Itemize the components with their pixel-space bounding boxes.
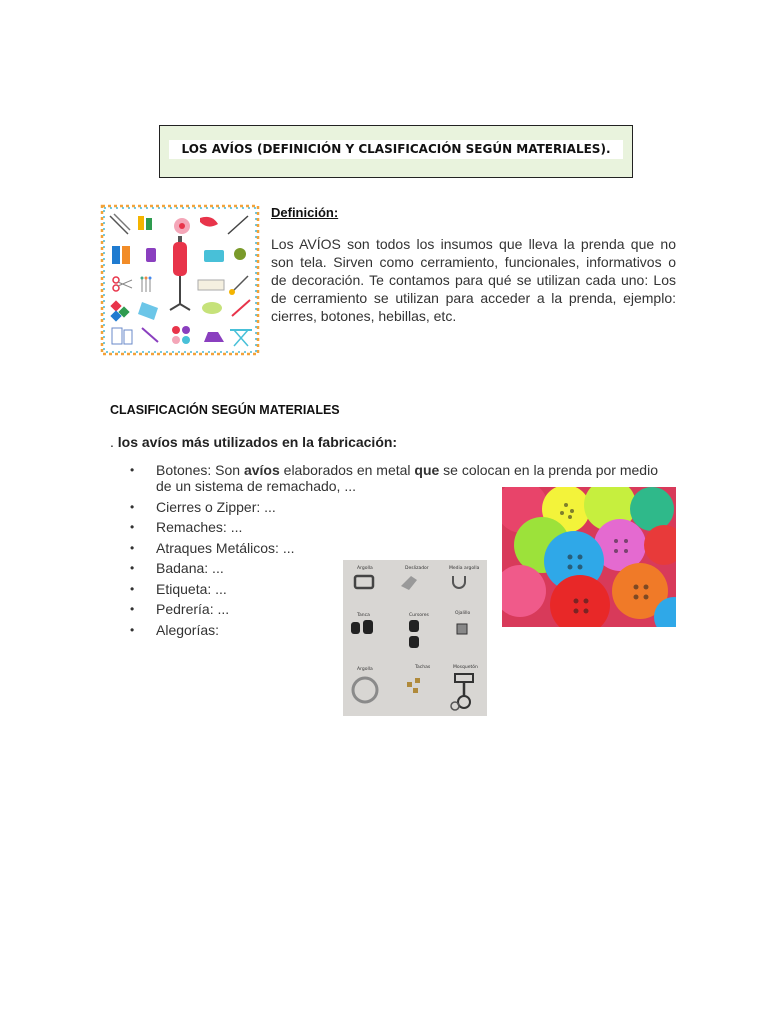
svg-text:Deslizador: Deslizador (405, 566, 429, 571)
list-item: • Cierres o Zipper: ... (130, 498, 276, 515)
definition-text: Los AVÍOS son todos los insumos que lleva la prenda que no son tela. Sirven como cerramiento, funcionales, informativos o de decoración. Te contamos para qué se utilizan cada uno: Los de cerramiento se utilizan para acceder a la prenda, ejemplo: cierres, botones, hebillas, etc. (271, 236, 676, 324)
label-icon (198, 280, 224, 290)
svg-text:Tachas: Tachas (415, 665, 431, 670)
tape-measure-icon (202, 302, 222, 314)
intro-text: los avíos más utilizados en la fabricación: (117, 434, 398, 450)
svg-text:Tanca: Tanca (357, 613, 370, 618)
colorful-buttons-image (502, 487, 676, 627)
svg-text:Argolla: Argolla (357, 667, 373, 672)
svg-text:Cursores: Cursores (409, 613, 429, 618)
sewing-notions-image (100, 204, 260, 356)
list-item: • Botones: Son avíos elaborados en metal que se colocan en la prenda por medio de un sistema de remachado, ... (130, 462, 658, 494)
measure-icon (234, 248, 246, 260)
title-box (159, 125, 633, 178)
classification-intro: . los avíos más utilizados en la fabricación: (110, 434, 398, 450)
definition-heading: Definición: (271, 205, 339, 220)
pins-icon (141, 277, 152, 293)
svg-text:Argolla: Argolla (357, 566, 373, 571)
svg-text:Media argolla: Media argolla (449, 566, 480, 571)
svg-text:Ojalillo: Ojalillo (455, 611, 471, 616)
page-title: LOS AVÍOS (DEFINICIÓN Y CLASIFICACIÓN SEGÚN MATERIALES). (169, 140, 623, 159)
bottle-icon (146, 248, 156, 262)
list-item: • Etiqueta: ... (130, 580, 227, 597)
svg-text:Mosquetón: Mosquetón (453, 665, 478, 670)
classification-heading: CLASIFICACIÓN SEGÚN MATERIALES (110, 403, 340, 417)
bullet: • (130, 463, 135, 477)
list-item: • Atraques Metálicos: ... (130, 539, 295, 556)
list-item: • Remaches: ... (130, 519, 243, 535)
metal-hardware-image (343, 560, 487, 716)
sewing-machine-icon (204, 250, 224, 262)
list-item: • Badana: ... (130, 560, 224, 576)
pincushion-icon (174, 218, 190, 234)
list-item: • Alegorías: (130, 621, 220, 638)
list-item: • Pedrería: ... (130, 601, 230, 617)
